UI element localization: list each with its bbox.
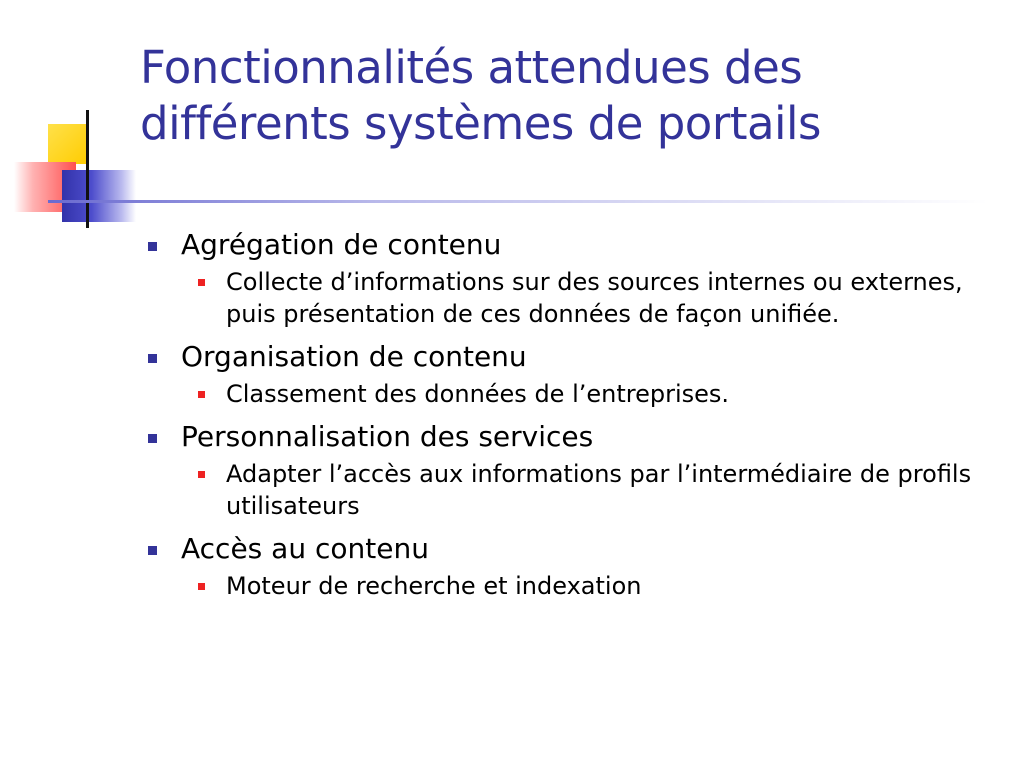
bullet-list (145, 228, 1005, 612)
square-bullet-icon (148, 242, 157, 251)
sub-bullet-text: Moteur de recherche et indexation (226, 572, 642, 600)
bullet-item-acces (145, 532, 1005, 602)
title-underline (48, 200, 988, 203)
square-bullet-icon (148, 434, 157, 443)
slide-title (140, 40, 1000, 152)
bullet-label: Accès au contenu (181, 532, 429, 565)
sub-bullet-item (181, 378, 1005, 410)
bullet-item-aggregation (145, 228, 1005, 330)
bullet-item-personnalisation (145, 420, 1005, 522)
sub-bullet-item (181, 266, 1005, 330)
slide-title-line-1: Fonctionnalités attendues des (140, 41, 803, 94)
logo-yellow-square (48, 124, 88, 164)
sub-bullet-item (181, 458, 1005, 522)
slide-title-line-2: différents systèmes de portails (140, 97, 821, 150)
square-bullet-icon (148, 546, 157, 555)
square-bullet-icon (198, 583, 205, 590)
sub-bullet-text: Adapter l’accès aux informations par l’intermédiaire de profils utilisateurs (226, 460, 972, 520)
logo-blue-square (62, 170, 136, 222)
logo-vertical-line (86, 110, 89, 228)
sub-bullet-list (181, 458, 1005, 522)
square-bullet-icon (148, 354, 157, 363)
bullet-item-organisation (145, 340, 1005, 410)
sub-bullet-item (181, 570, 1005, 602)
bullet-label: Organisation de contenu (181, 340, 527, 373)
square-bullet-icon (198, 279, 205, 286)
sub-bullet-text: Collecte d’informations sur des sources internes ou externes, puis présentation de ces données de façon unifiée. (226, 268, 963, 328)
square-bullet-icon (198, 471, 205, 478)
bullet-label: Agrégation de contenu (181, 228, 502, 261)
sub-bullet-list (181, 378, 1005, 410)
sub-bullet-list (181, 570, 1005, 602)
sub-bullet-text: Classement des données de l’entreprises. (226, 380, 730, 408)
bullet-label: Personnalisation des services (181, 420, 594, 453)
sub-bullet-list (181, 266, 1005, 330)
square-bullet-icon (198, 391, 205, 398)
